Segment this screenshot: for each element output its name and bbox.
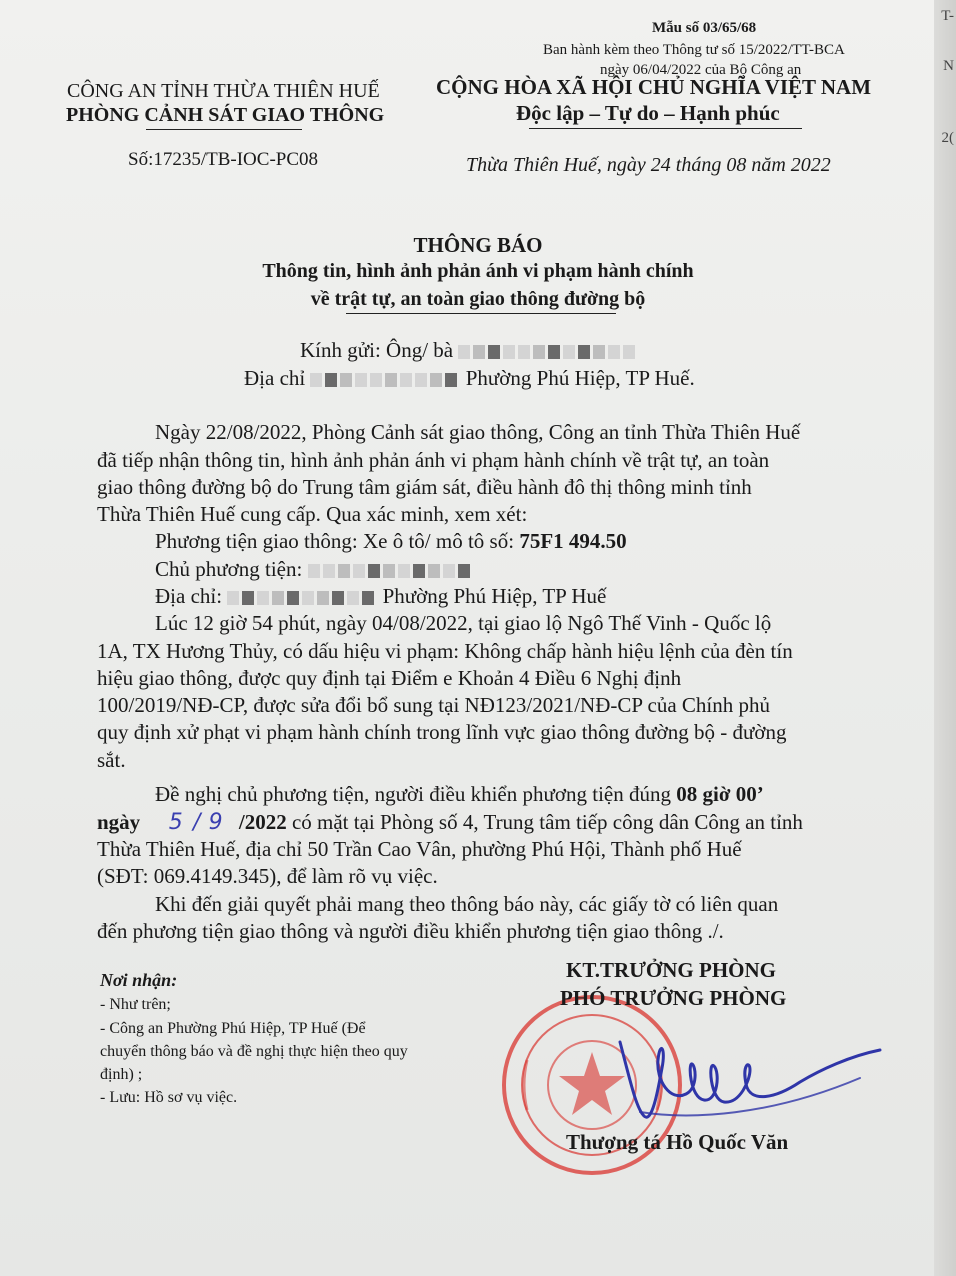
handwritten-day: 5 — [168, 810, 184, 835]
recipient-address-line — [244, 366, 695, 393]
form-issued-date: ngày 06/04/2022 của Bộ Công an — [600, 62, 802, 78]
subtitle-underline — [346, 313, 616, 314]
form-number: Mẫu số 03/65/68 — [652, 20, 757, 36]
edge-mark: N — [943, 58, 954, 74]
body-text: hiệu giao thông, được quy định tại Điểm e Khoản 4 Điều 6 Nghị định — [97, 666, 682, 690]
recipient-item: chuyển thông báo và đề nghị thực hiện theo quy — [100, 1043, 408, 1060]
agency-name: PHÒNG CẢNH SÁT GIAO THÔNG — [66, 104, 385, 126]
body-text: (SĐT: 069.4149.345), để làm rõ vụ việc. — [97, 864, 438, 888]
body-text: 1A, TX Hương Thủy, có dấu hiệu vi phạm: Không chấp hành hiệu lệnh của đèn tín — [97, 639, 793, 663]
body-text: có mặt tại Phòng số 4, Trung tâm tiếp công dân Công an tỉnh — [291, 810, 803, 834]
agency-underline — [146, 129, 302, 130]
body-text: Lúc 12 giờ 54 phút, ngày 04/08/2022, tại giao lộ Ngô Thế Vinh - Quốc lộ — [155, 611, 772, 635]
vehicle-plate: 75F1 494.50 — [519, 529, 627, 553]
handwritten-month: 9 — [208, 810, 224, 835]
recipient-item: - Lưu: Hồ sơ vụ việc. — [100, 1089, 238, 1106]
body-text: đã tiếp nhận thông tin, hình ảnh phản ánh vi phạm hành chính về trật tự, an toàn — [97, 448, 770, 472]
redacted-owner-address — [227, 586, 377, 611]
body-text: Khi đến giải quyết phải mang theo thông báo này, các giấy tờ có liên quan — [155, 892, 779, 916]
form-issued-with: Ban hành kèm theo Thông tư số 15/2022/TT-BCA — [543, 42, 845, 58]
signature-title-line2: PHÓ TRƯỞNG PHÒNG — [560, 986, 787, 1010]
owner-address-tail: Phường Phú Hiệp, TP Huế — [382, 584, 607, 608]
recipients-heading: Nơi nhận: — [100, 970, 178, 990]
national-motto: Độc lập – Tự do – Hạnh phúc — [516, 101, 780, 125]
place-and-date: Thừa Thiên Huế, ngày 24 tháng 08 năm 2022 — [466, 154, 831, 176]
vehicle-line — [155, 529, 627, 554]
body-text: Thừa Thiên Huế, địa chỉ 50 Trần Cao Vân, phường Phú Hội, Thành phố Huế — [97, 837, 742, 861]
document-title: THÔNG BÁO — [413, 233, 543, 257]
recipient-line — [300, 338, 638, 365]
recipient-item: - Công an Phường Phú Hiệp, TP Huế (Để — [100, 1020, 366, 1037]
document-subtitle-line2: về trật tự, an toàn giao thông đường bộ — [310, 288, 646, 310]
body-text: Đề nghị chủ phương tiện, người điều khiển phương tiện đúng — [155, 782, 671, 806]
appointment-date-line: ngày 5 / 9 /2022 có mặt tại Phòng số 4, Trung tâm tiếp công dân Công an tỉnh — [97, 810, 803, 835]
redacted-name — [458, 340, 638, 365]
document-subtitle-line1: Thông tin, hình ảnh phản ánh vi phạm hành chính — [262, 260, 694, 282]
recipient-item: định) ; — [100, 1066, 143, 1083]
recipient-item: - Như trên; — [100, 996, 171, 1013]
body-text: Thừa Thiên Huế cung cấp. Qua xác minh, xem xét: — [97, 502, 528, 526]
appointment-time: 08 giờ 00’ — [676, 782, 764, 806]
signer-name: Thượng tá Hồ Quốc Văn — [566, 1130, 789, 1154]
vehicle-label: Phương tiện giao thông: Xe ô tô/ mô tô số: — [155, 529, 515, 553]
handwritten-signature — [600, 1020, 890, 1130]
nation-title: CỘNG HÒA XÃ HỘI CHỦ NGHĨA VIỆT NAM — [436, 75, 872, 99]
appointment-line — [155, 782, 764, 807]
signature-title-line1: KT.TRƯỞNG PHÒNG — [566, 958, 776, 982]
owner-address-line — [155, 584, 606, 611]
owner-label: Chủ phương tiện: — [155, 557, 303, 581]
owner-line — [155, 557, 473, 584]
redacted-owner — [308, 559, 473, 584]
recipient-label: Kính gửi: Ông/ bà — [300, 338, 454, 362]
owner-address-label: Địa chỉ: — [155, 584, 223, 608]
document-number: Số:17235/TB-IOC-PC08 — [128, 149, 319, 170]
address-label: Địa chỉ — [244, 366, 306, 390]
body-text: Ngày 22/08/2022, Phòng Cảnh sát giao thông, Công an tỉnh Thừa Thiên Huế — [155, 420, 801, 444]
redacted-address — [310, 368, 460, 393]
motto-underline — [529, 128, 802, 129]
edge-mark: T- — [941, 8, 954, 24]
agency-parent: CÔNG AN TỈNH THỪA THIÊN HUẾ — [67, 80, 380, 102]
address-tail: Phường Phú Hiệp, TP Huế. — [465, 366, 695, 390]
body-text: giao thông đường bộ do Trung tâm giám sát, điều hành đô thị thông minh tỉnh — [97, 475, 752, 499]
appointment-day-label: ngày — [97, 810, 141, 834]
adjacent-page-edge — [934, 0, 956, 1276]
body-text: sắt. — [97, 748, 126, 772]
body-text: quy định xử phạt vi phạm hành chính trong lĩnh vực giao thông đường bộ - đường — [97, 720, 787, 744]
edge-mark: 2( — [941, 130, 954, 146]
body-text: 100/2019/NĐ-CP, được sửa đổi bổ sung tại NĐ123/2021/NĐ-CP của Chính phủ — [97, 693, 770, 717]
body-text: đến phương tiện giao thông và người điều khiển phương tiện giao thông ./. — [97, 919, 724, 943]
appointment-year: /2022 — [238, 810, 287, 834]
